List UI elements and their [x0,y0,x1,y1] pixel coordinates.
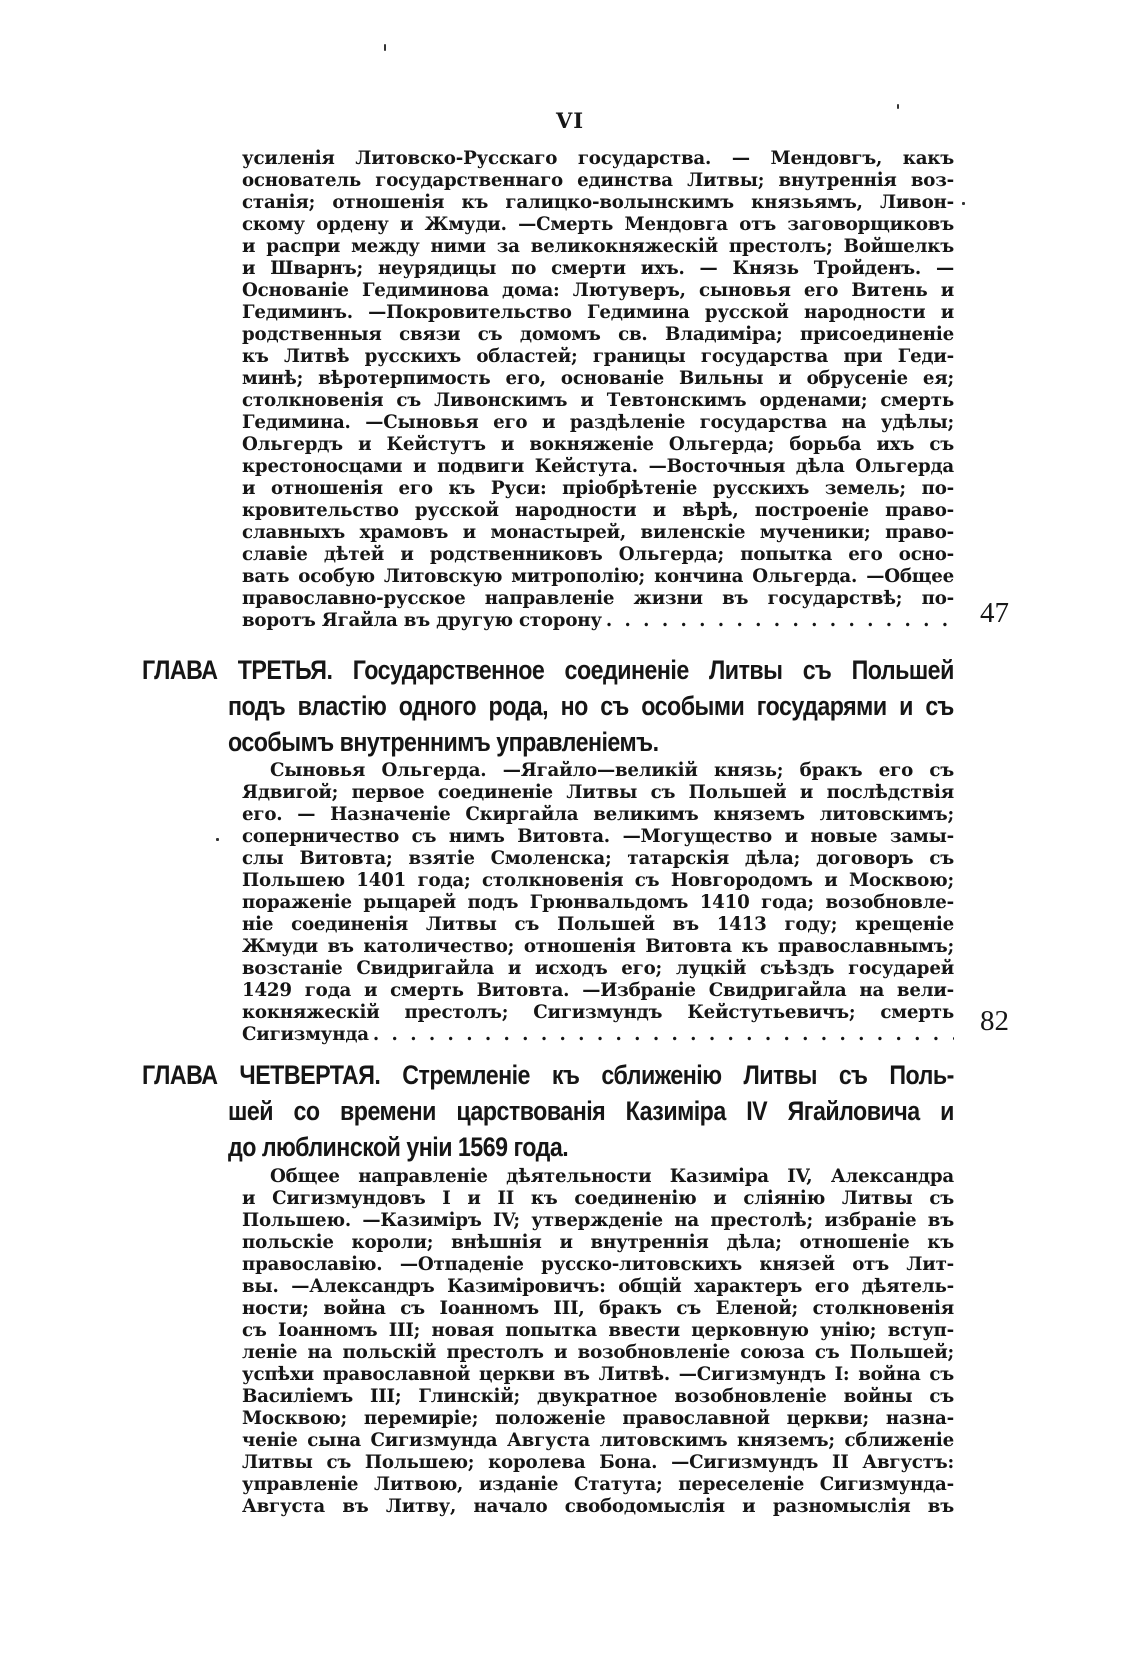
summary-line-with-leader [242,610,954,632]
summary-line: и распри между ними за великокняжескій престолъ; Войшелкъ [242,236,954,257]
chapter-title-line: Государственное соединеніе Литвы съ Польшей [352,655,954,685]
chapter-label: ГЛАВА ЧЕТВЕРТАЯ. [142,1060,381,1090]
summary-line: Ядвигой; первое соединеніе Литвы съ Польшей и послѣдствія [242,782,954,803]
summary-line: Гедиминъ. —Покровительство Гедимина русской народности и [242,302,954,323]
summary-line: ченіе сына Сигизмунда Августа литовскимъ княземъ; сближеніе [242,1430,954,1451]
summary-line: кровительство русской народности и вѣрѣ, построеніе право- [242,500,954,521]
summary-line: Основаніе Гедиминова дома: Лютуверъ, сыновья его Витень и [242,280,954,301]
chapter-title-line: до люблинской уніи 1569 года. [228,1132,569,1162]
summary-line: и Сигизмундовъ I и II къ соединенію и сліянію Литвы съ [242,1188,954,1209]
summary-line: скому ордену и Жмуди. —Смерть Мендовга отъ заговорщиковъ [242,214,954,235]
summary-line: вы. —Александръ Казиміровичъ: общій характеръ его дѣятель- [242,1276,954,1297]
scan-speck [384,44,386,51]
dot-leader [606,610,954,632]
summary-line: и отношенія его къ Руси: пріобрѣтеніе русскихъ земель; по- [242,478,954,499]
summary-line: Августа въ Литву, начало свободомыслія и разномыслія въ [242,1496,954,1517]
summary-line: соперничество съ нимъ Витовта. —Могущество и новые замы- [242,826,954,847]
summary-line: станія; отношенія къ галицко-волынскимъ князьямъ, Ливон- [242,192,954,213]
summary-line: ніе соединенія Литвы съ Польшей въ 1413 году; крещеніе [242,914,954,935]
chapter-label: ГЛАВА ТРЕТЬЯ. [142,655,333,685]
scan-speck [962,202,965,205]
summary-line: столкновенія съ Ливонскимъ и Тевтонскимъ орденами; смерть [242,390,954,411]
summary-line: Сигизмунда [242,1024,369,1045]
summary-line: Польшею 1401 года; столкновенія съ Новгородомъ и Москвою; [242,870,954,891]
summary-line: Литвы съ Польшею; королева Бона. —Сигизмундъ II Августъ: [242,1452,954,1473]
summary-line: слы Витовта; взятіе Смоленска; татарскія дѣла; договоръ съ [242,848,954,869]
summary-line: управленіе Литвою, изданіе Статута; переселеніе Сигизмунда- [242,1474,954,1495]
summary-line: славіе дѣтей и родственниковъ Ольгерда; попытка его осно- [242,544,954,565]
page-number: VI [555,108,585,133]
summary-line: родственныя связи съ домомъ св. Владиміра; присоединеніе [242,324,954,345]
summary-line: и Шварнъ; неурядицы по смерти ихъ. — Князь Тройденъ. — [242,258,954,279]
scan-speck [216,838,219,841]
summary-line: возстаніе Свидригайла и исходъ его; луцкій съѣздъ государей [242,958,954,979]
summary-line: усиленія Литовско-Русскаго государства. — Мендовгъ, какъ [242,148,954,169]
summary-line: Гедимина. —Сыновья его и раздѣленіе государства на удѣлы; [242,412,954,433]
summary-line: ности; война съ Іоанномъ III, бракъ съ Еленой; столкновенія [242,1298,954,1319]
summary-line: пораженіе рыцарей подъ Грюнвальдомъ 1410 года; возобновле- [242,892,954,913]
page-ref: 47 [980,597,1009,629]
summary-line: Сыновья Ольгерда. —Ягайло—великій князь; бракъ его съ [270,760,954,781]
summary-line: Общее направленіе дѣятельности Казиміра IV, Александра [270,1166,954,1187]
summary-line: минѣ; вѣротерпимость его, основаніе Вильны и обрусеніе ея; [242,368,954,389]
summary-line: Польшею. —Казиміръ IV; утвержденіе на престолѣ; избраніе въ [242,1210,954,1231]
summary-line: Василіемъ III; Глинскій; двукратное возобновленіе войны съ [242,1386,954,1407]
summary-line: православію. —Отпаденіе русско-литовскихъ князей отъ Лит- [242,1254,954,1275]
summary-line: вать особую Литовскую митрополію; кончина Ольгерда. —Общее [242,566,954,587]
summary-line: кокняжескій престолъ; Сигизмундъ Кейстутьевичъ; смерть [242,1002,954,1023]
page-ref: 82 [980,1005,1009,1037]
summary-line: славныхъ храмовъ и монастырей, виленскіе мученики; право- [242,522,954,543]
summary-line: Москвою; перемиріе; положеніе православной церкви; назна- [242,1408,954,1429]
summary-line: Ольгердъ и Кейстутъ и вокняженіе Ольгерда; борьба ихъ съ [242,434,954,455]
summary-line: крестоносцами и подвиги Кейстута. —Восточныя дѣла Ольгерда [242,456,954,477]
summary-line: съ Іоанномъ III; новая попытка ввести церковную унію; вступ- [242,1320,954,1341]
chapter-summary [242,760,954,1046]
summary-line: успѣхи православной церкви въ Литвѣ. —Сигизмундъ I: война съ [242,1364,954,1385]
summary-line: польскіе короли; внѣшнія и внутреннія дѣла; отношеніе къ [242,1232,954,1253]
section-summary [242,148,954,632]
summary-line: основатель государственнаго единства Литвы; внутреннія воз- [242,170,954,191]
summary-line: 1429 года и смерть Витовта. —Избраніе Свидригайла на вели- [242,980,954,1001]
summary-line: православно-русское направленіе жизни въ государствѣ; по- [242,588,954,609]
chapter-title-line: Стремленіе къ сближенію Литвы съ Поль- [402,1060,954,1090]
summary-line: леніе на польскій престолъ и возобновленіе союза съ Польшей; [242,1342,954,1363]
chapter-heading [142,652,954,760]
chapter-summary [242,1166,954,1518]
chapter-heading [142,1057,954,1165]
summary-line: воротъ Ягайла въ другую сторону [242,610,602,631]
chapter-title-line: особымъ внутреннимъ управленіемъ. [228,727,659,757]
dot-leader [373,1024,954,1046]
chapter-title-line: подъ властію одного рода, но съ особыми государями и съ [228,691,954,721]
summary-line-with-leader [242,1024,954,1046]
summary-line: къ Литвѣ русскихъ областей; границы государства при Геди- [242,346,954,367]
summary-line: его. — Назначеніе Скиргайла великимъ княземъ литовскимъ; [242,804,954,825]
chapter-title-line: шей со времени царствованія Казиміра IV Ягайловича и [228,1096,954,1126]
summary-line: Жмуди въ католичество; отношенія Витовта къ православнымъ; [242,936,954,957]
